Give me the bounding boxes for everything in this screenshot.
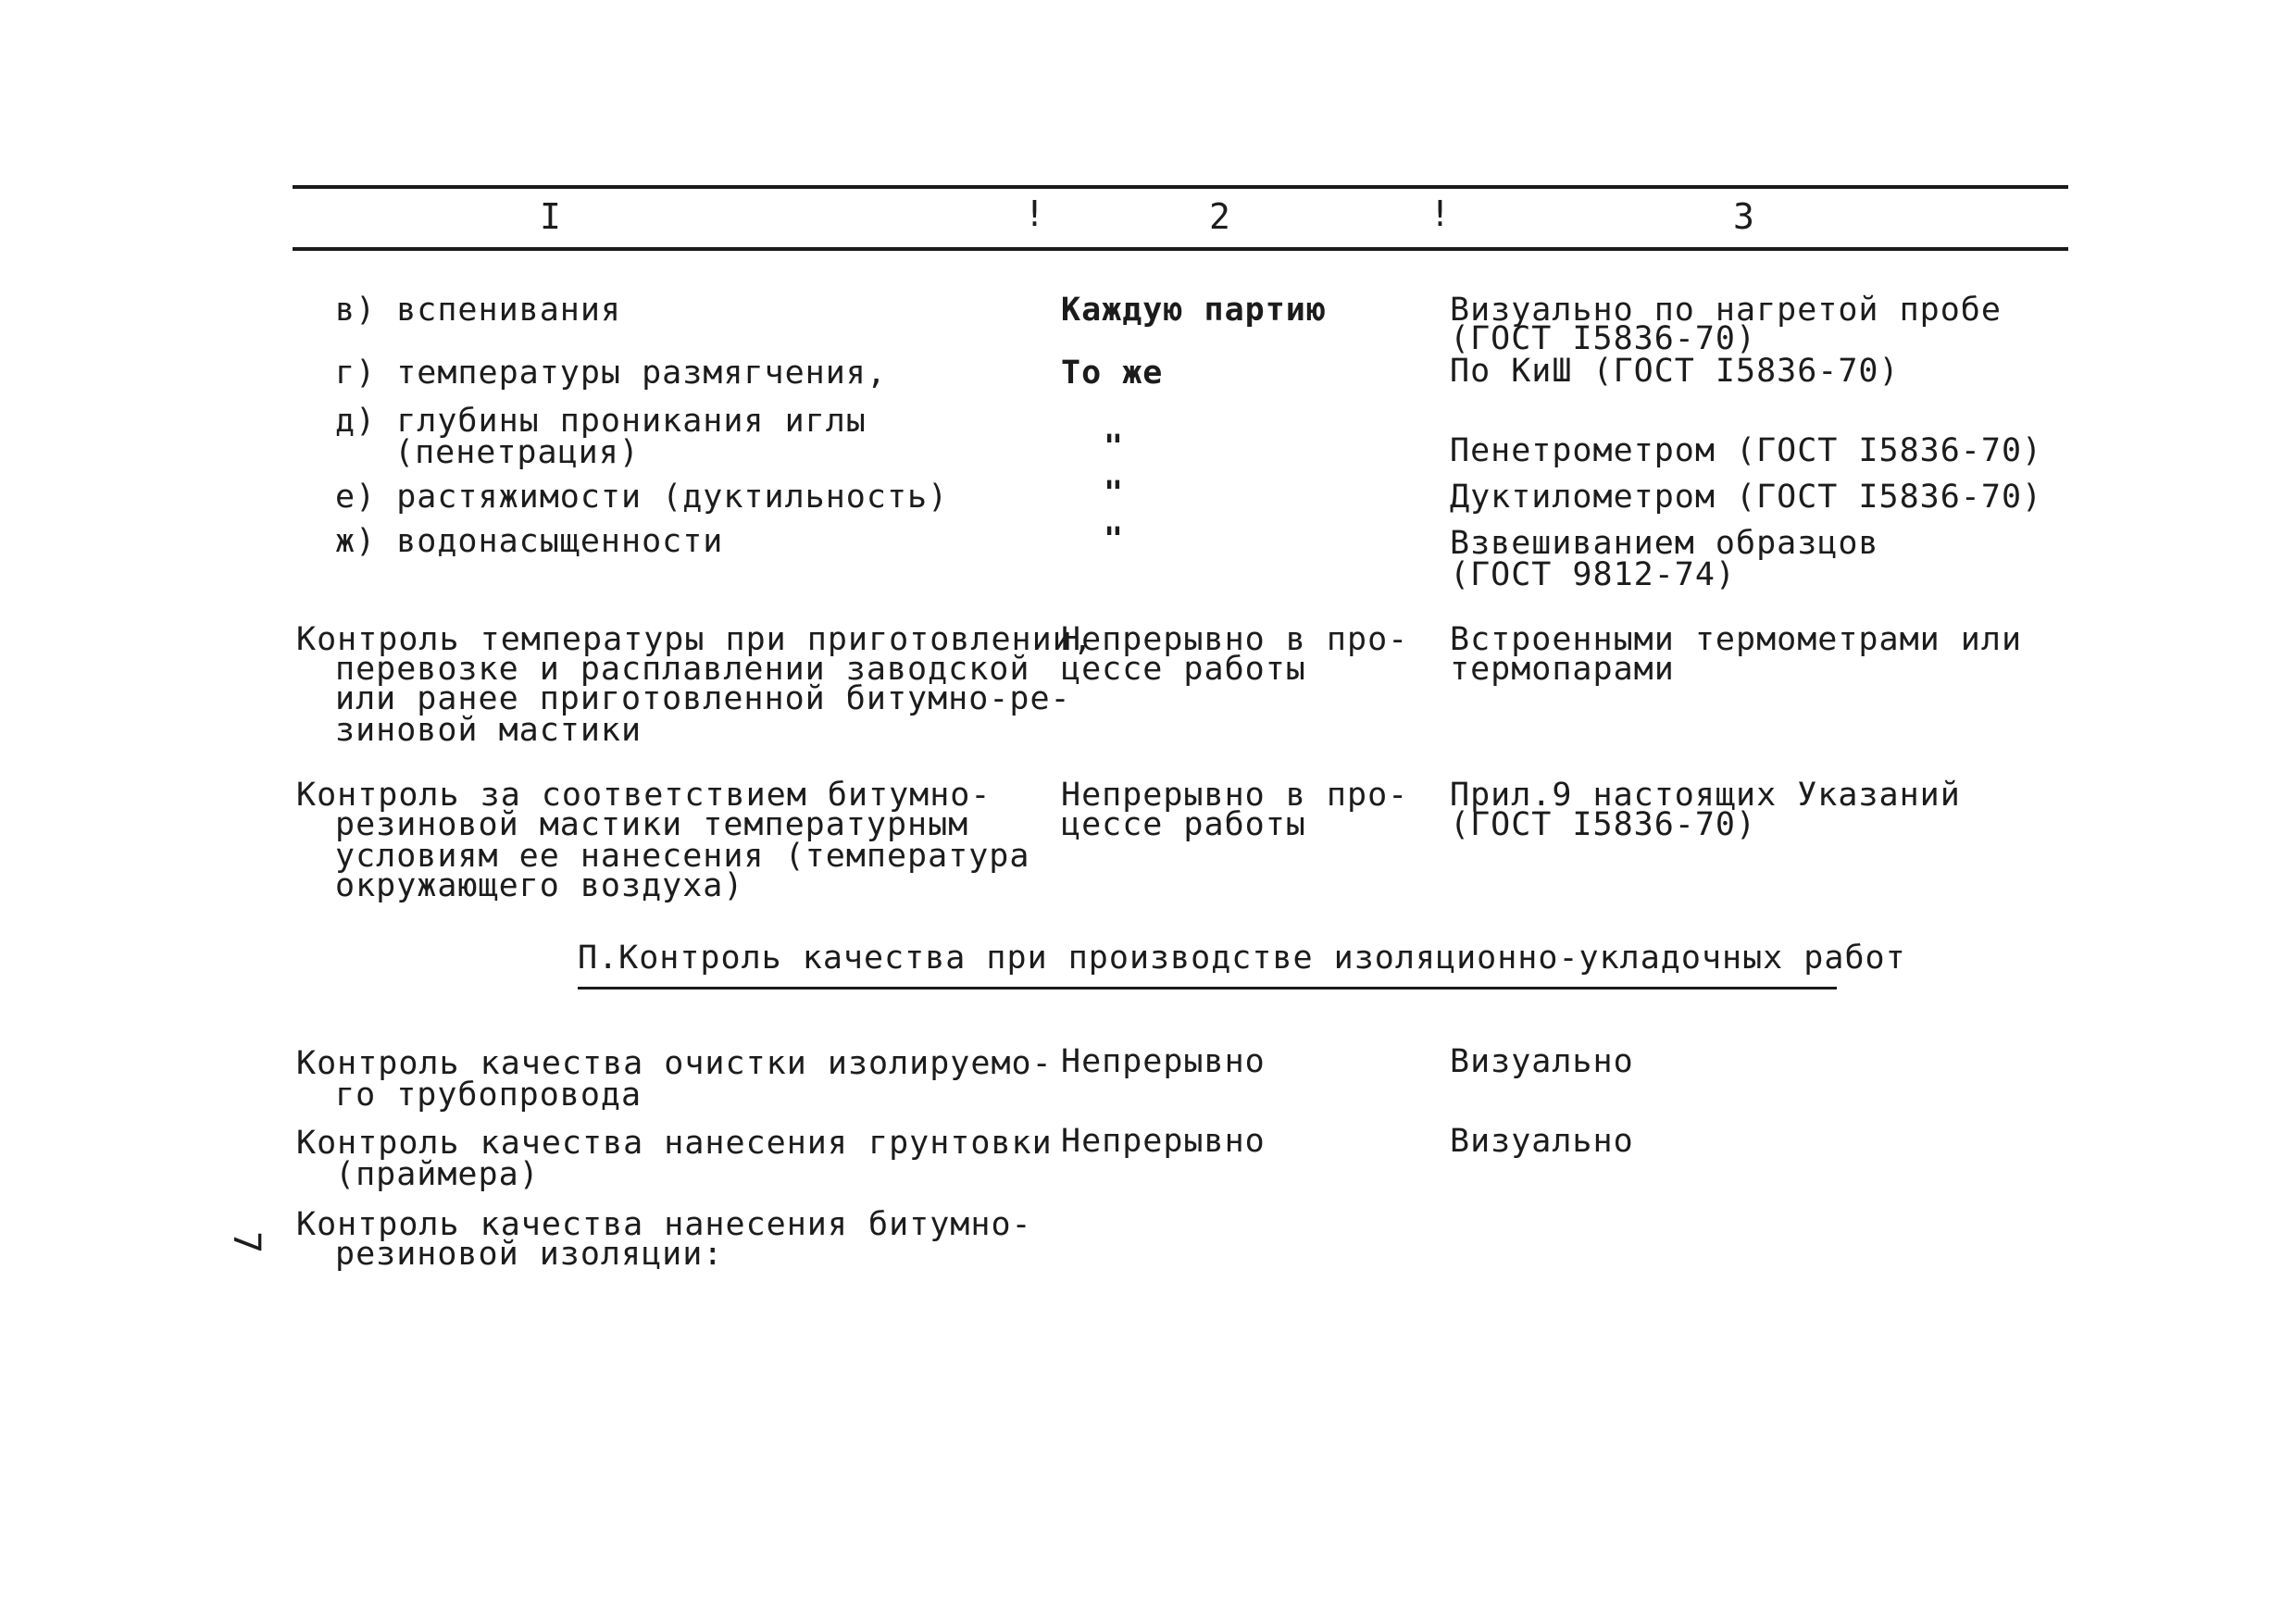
conformity-control-method-line1: Прил.9 настоящих Указаний xyxy=(1450,777,1961,814)
temp-control-frequency-line2: цессе работы xyxy=(1061,651,1306,688)
row-water-saturation-frequency: " xyxy=(1104,521,1125,558)
row-water-saturation-method-line2: (ГОСТ 9812-74) xyxy=(1450,556,1737,593)
row-water-saturation-name: ж) водонасыщенности xyxy=(335,523,724,560)
temp-control-text-line4: зиновой мастики xyxy=(335,712,643,749)
row-softening-method: По КиШ (ГОСТ I5836-70) xyxy=(1450,353,1900,390)
row-penetration-name-line2: (пенетрация) xyxy=(394,434,640,471)
conformity-control-frequency-line1: Непрерывно в про- xyxy=(1061,777,1409,814)
cleaning-control-text-line2: го трубопровода xyxy=(335,1077,643,1114)
row-foaming-name: в) вспенивания xyxy=(335,292,622,329)
cleaning-control-text-line1: Контроль качества очистки изолируемо- xyxy=(296,1045,1053,1082)
column-header-2: 2 xyxy=(1209,196,1230,237)
page-number: 7 xyxy=(225,1230,268,1254)
section-title: П.Контроль качества при производстве изоляционно-укладочных работ xyxy=(578,940,1906,977)
conformity-control-method-line2: (ГОСТ I5836-70) xyxy=(1450,806,1757,843)
temp-control-frequency-line1: Непрерывно в про- xyxy=(1061,621,1409,658)
column-separator-1: ! xyxy=(1024,193,1045,234)
row-foaming-method-line1: Визуально по нагретой пробе xyxy=(1450,292,2002,329)
row-softening-name: г) температуры размягчения, xyxy=(335,355,887,392)
temp-control-method-line1: Встроенными термометрами или xyxy=(1450,621,2023,658)
row-foaming-frequency: Каждую партию xyxy=(1061,292,1327,329)
section-title-underline xyxy=(578,987,1837,989)
row-penetration-name-line1: д) глубины проникания иглы xyxy=(335,403,867,440)
temp-control-method-line2: термопарами xyxy=(1450,651,1675,688)
column-header-3: 3 xyxy=(1733,196,1754,237)
primer-control-text-line1: Контроль качества нанесения грунтовки xyxy=(296,1125,1053,1162)
insulation-control-text-line1: Контроль качества нанесения битумно- xyxy=(296,1206,1032,1243)
header-top-rule xyxy=(293,185,2068,189)
column-header-1: I xyxy=(540,196,561,237)
row-ductility-frequency: " xyxy=(1104,475,1125,512)
row-ductility-name: е) растяжимости (дуктильность) xyxy=(335,479,949,516)
cleaning-control-method: Визуально xyxy=(1450,1043,1634,1080)
row-ductility-method: Дуктилометром (ГОСТ I5836-70) xyxy=(1450,479,2043,516)
cleaning-control-frequency: Непрерывно xyxy=(1061,1043,1266,1080)
temp-control-text-line3: или ранее приготовленной битумно-ре- xyxy=(335,680,1071,717)
row-foaming-method-line2: (ГОСТ I5836-70) xyxy=(1450,320,1757,357)
row-penetration-method: Пенетрометром (ГОСТ I5836-70) xyxy=(1450,432,2043,469)
conformity-control-text-line3: условиям ее нанесения (температура xyxy=(335,838,1030,875)
conformity-control-text-line1: Контроль за соответствием битумно- xyxy=(296,777,992,814)
temp-control-text-line2: перевозке и расплавлении заводской xyxy=(335,651,1030,688)
conformity-control-text-line4: окружающего воздуха) xyxy=(335,867,744,904)
column-separator-2: ! xyxy=(1429,193,1451,234)
primer-control-frequency: Непрерывно xyxy=(1061,1123,1266,1160)
temp-control-text-line1: Контроль температуры при приготовлении, xyxy=(296,621,1093,658)
header-bottom-rule xyxy=(293,247,2068,251)
primer-control-method: Визуально xyxy=(1450,1123,1634,1160)
insulation-control-text-line2: резиновой изоляции: xyxy=(335,1236,724,1273)
row-water-saturation-method-line1: Взвешиванием образцов xyxy=(1450,525,1879,562)
row-softening-frequency: То же xyxy=(1061,355,1164,392)
row-penetration-frequency: " xyxy=(1104,429,1125,466)
primer-control-text-line2: (праймера) xyxy=(335,1156,540,1193)
conformity-control-text-line2: резиновой мастики температурным xyxy=(335,806,969,843)
conformity-control-frequency-line2: цессе работы xyxy=(1061,806,1306,843)
